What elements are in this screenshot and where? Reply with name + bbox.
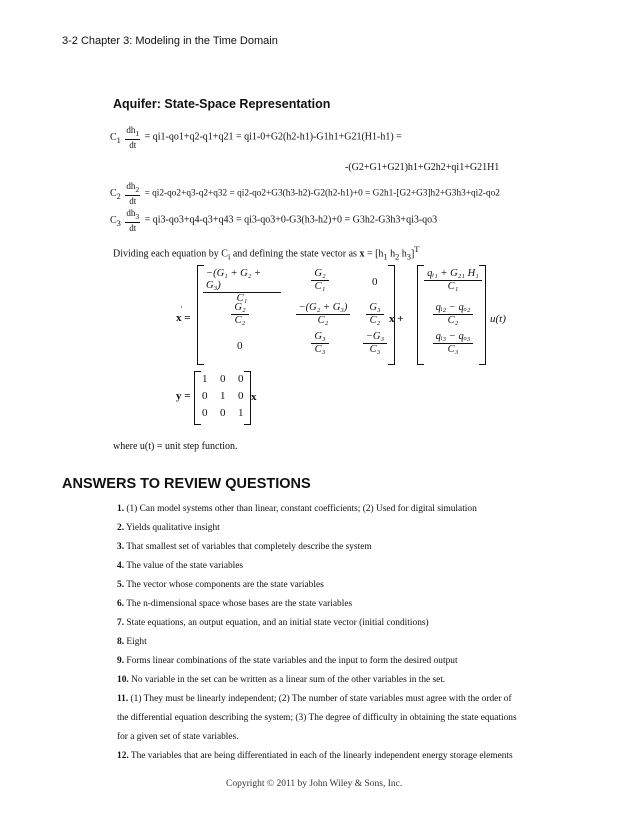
a13: 0: [372, 276, 378, 288]
c33: 1: [238, 407, 244, 419]
section-title: Aquifer: State-Space Representation: [113, 97, 331, 111]
y-x-label: x: [251, 391, 257, 403]
answer-3: 3. That smallest set of variables that completely describe the system: [117, 542, 372, 552]
y-label: y =: [176, 390, 191, 402]
answer-6: 6. The n-dimensional space whose bases are the state variables: [117, 599, 353, 609]
b1: qᵢ₁ + G₂₁ H₁ C₁: [422, 268, 484, 293]
c13: 0: [238, 373, 244, 385]
a21: G₂ C₂: [225, 302, 255, 327]
a23: G₃ C₂: [363, 302, 387, 327]
c11: 1: [202, 373, 208, 385]
answer-11-line-2: the differential equation describing the system; (3) The degree of difficulty in obtaining the state equations: [117, 713, 517, 723]
answers-title: ANSWERS TO REVIEW QUESTIONS: [62, 476, 311, 492]
a12: G₂ C₁: [305, 268, 335, 293]
a33: −G₃ C₃: [361, 331, 389, 356]
eq3-derivative: $\frac{dh_3}{dt}$: [126, 208, 140, 233]
where-text: where u(t) = unit step function.: [113, 441, 238, 452]
copyright-footer: Copyright © 2011 by John Wiley & Sons, Inc.: [226, 779, 403, 789]
answer-10: 10. No variable in the set can be written as a linear sum of the other variables in the set.: [117, 675, 446, 685]
x-dot-label: x =: [176, 312, 191, 324]
c31: 0: [202, 407, 208, 419]
answer-11: 11. (1) They must be linearly independent; (2) The number of state variables must agree with the order of: [117, 694, 512, 704]
u-of-t: u(t): [490, 313, 506, 325]
equation-1: [110, 125, 402, 150]
page-header: 3-2 Chapter 3: Modeling in the Time Domain: [62, 35, 278, 47]
a31: 0: [237, 340, 243, 352]
equation-1-continued: -(G2+G1+G21)h1+G2h2+qi1+G21H1: [345, 162, 500, 173]
c21: 0: [202, 390, 208, 402]
answer-2: 2. Yields qualitative insight: [117, 523, 220, 533]
answer-4: 4. The value of the state variables: [117, 561, 244, 571]
eq3-rhs: = qi3-qo3+q4-q3+q43 = qi3-qo3+0-G3(h3-h2)+0 = G3h2-G3h3+qi3-qo3: [144, 214, 438, 226]
b3: qᵢ₃ − qₒ₃ C₃: [426, 331, 480, 356]
b2: qᵢ₂ − qₒ₂ C₂: [426, 302, 480, 327]
answer-7: 7. State equations, an output equation, and an initial state vector (initial conditions): [117, 618, 429, 628]
answer-8: 8. Eight: [117, 637, 147, 647]
equation-3: $C_3$ $\frac{dh_3}{dt}$ = qi3-qo3+q4-q3+q43 = qi3-qo3+0-G3(h3-h2)+0 = G3h2-G3h3+qi3-qo3: [110, 208, 438, 233]
c22: 1: [220, 390, 226, 402]
c32: 0: [220, 407, 226, 419]
dividing-text: Dividing each equation by $C_i$ and defining the state vector as $x = [h_1$ $h_2$ $h_3]^T$: [113, 245, 420, 262]
c12: 0: [220, 373, 226, 385]
c-matrix-right-bracket: [244, 371, 251, 425]
x-dot-marker: ·: [180, 302, 183, 312]
eq2-rhs: = qi2-qo2+q3-q2+q32 = qi2-qo2+G3(h3-h2)-G2(h2-h1)+0 = G2h1-[G2+G3]h2+G3h3+qi2-qo2: [144, 188, 500, 199]
a22: −(G₂ + G₃) C₂: [294, 302, 352, 327]
answer-12: 12. The variables that are being differentiated in each of the linearly independent energy storage elements: [117, 751, 513, 761]
eq1-lhs-c: $C_1$: [110, 131, 121, 145]
a32: G₃ C₃: [305, 331, 335, 356]
answer-9: 9. Forms linear combinations of the state variables and the input to form the desired output: [117, 656, 458, 666]
eq1-derivative: $\frac{dh_1}{dt}$: [126, 125, 140, 150]
equation-2: $C_2$ $\frac{dh_2}{dt}$ = qi2-qo2+q3-q2+q32 = qi2-qo2+G3(h3-h2)-G2(h2-h1)+0 = G2h1-[G2+G3]h2+G3h3+qi2-qo2: [110, 181, 500, 206]
c-matrix-left-bracket: [194, 371, 201, 425]
c23: 0: [238, 390, 244, 402]
a11: −(G₁ + G₂ + G₃) C₁: [203, 268, 281, 305]
eq1-rhs: = qi1-qo1+q2-q1+q21 = qi1-0+G2(h2-h1)-G1h1+G21(H1-h1) =: [144, 131, 402, 143]
answer-5: 5. The vector whose components are the state variables: [117, 580, 324, 590]
answer-1: 1. (1) Can model systems other than linear, constant coefficients; (2) Used for digital simulation: [117, 504, 477, 514]
x-plus-label: x +: [389, 313, 404, 325]
answer-11-line-3: for a given set of state variables.: [117, 732, 239, 742]
eq2-derivative: $\frac{dh_2}{dt}$: [126, 181, 140, 206]
